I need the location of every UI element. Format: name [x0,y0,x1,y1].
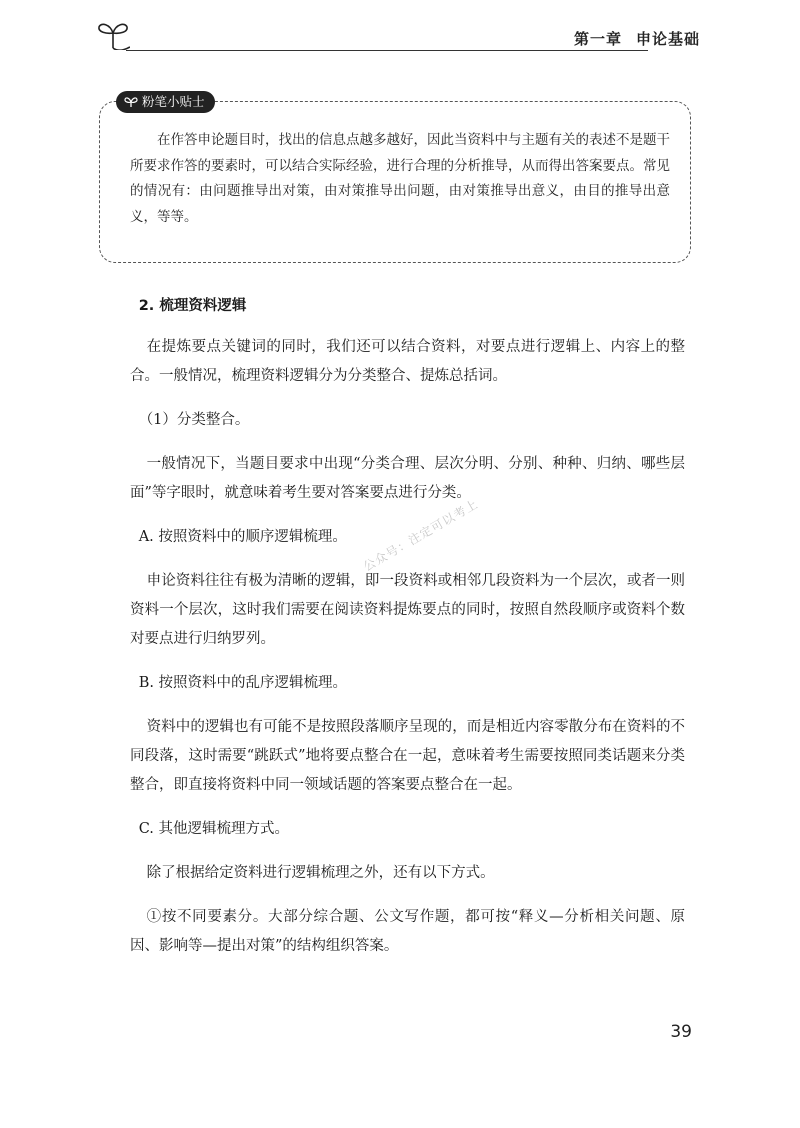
page-number: 39 [670,1022,692,1042]
running-head [574,28,700,49]
watermark: 公众号：注定可以考上 [361,496,481,574]
paragraph: 申论资料往往有极为清晰的逻辑，即一段资料或相邻几段资料为一个层次，或者一则资料一个层次，这时我们需要在阅读资料提炼要点的同时，按照自然段顺序或资料个数对要点进行归纳罗列。 [130,573,685,647]
subheading: A. 按照资料中的顺序逻辑梳理。 [138,529,347,545]
chapter-label: 第一章 [573,30,622,48]
section-heading: 2. 梳理资料逻辑 [138,298,247,314]
subheading: （1）分类整合。 [138,412,250,428]
leaf-icon [124,96,138,108]
tip-label-text: 粉笔小贴士 [142,94,205,109]
paragraph: 一般情况下，当题目要求中出现“分类合理、层次分明、分别、种种、归纳、哪些层面”等字眼时，就意味着考生要对答案要点进行分类。 [130,456,685,501]
paragraph: ①按不同要素分。大部分综合题、公文写作题，都可按“释义—分析相关问题、原因、影响等—提出对策”的结构组织答案。 [130,909,685,954]
paragraph: 在提炼要点关键词的同时，我们还可以结合资料，对要点进行逻辑上、内容上的整合。一般情况，梳理资料逻辑分为分类整合、提炼总括词。 [130,339,685,384]
section-label: 申论基础 [635,30,700,48]
main-content [130,292,685,976]
subheading: C. 其他逻辑梳理方式。 [138,821,289,837]
subheading: B. 按照资料中的乱序逻辑梳理。 [138,675,348,691]
page-header [96,14,708,54]
paragraph: 资料中的逻辑也有可能不是按照段落顺序呈现的，而是相近内容零散分布在资料的不同段落，这时需要“跳跃式”地将要点整合在一起，意味着考生需要按照同类话题来分类整合，即直接将资料中同一领域话题的答案要点整合在一起。 [130,719,685,793]
tip-label [116,91,215,113]
header-rule [126,50,648,51]
sprout-icon [96,18,130,50]
paragraph: 除了根据给定资料进行逻辑梳理之外，还有以下方式。 [146,865,495,881]
tip-text: 在作答申论题目时，找出的信息点越多越好，因此当资料中与主题有关的表述不是题干所要求作答的要素时，可以结合实际经验，进行合理的分析推导，从而得出答案要点。常见的情况有：由问题推导出对策，由对策推导出问题，由对策推导出意义，由目的推导出意义，等等。 [130,132,670,225]
